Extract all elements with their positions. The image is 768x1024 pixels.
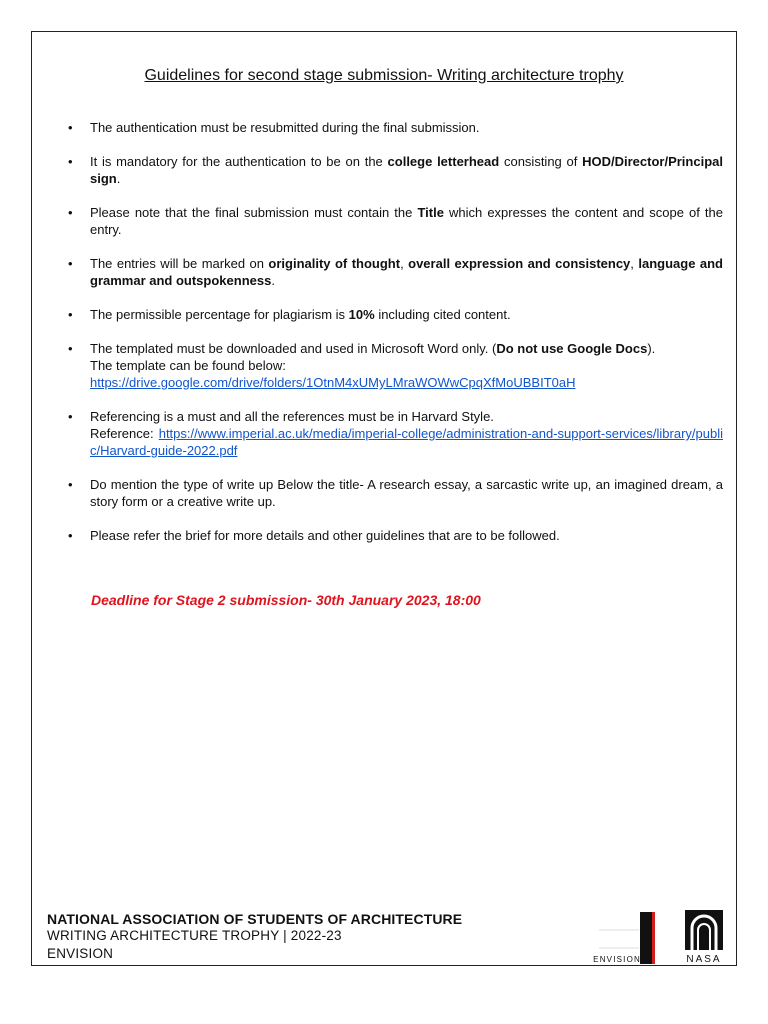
bullet-icon: • <box>68 477 73 492</box>
bullet-icon: • <box>68 528 73 543</box>
list-item: • Please note that the final submission must contain the Title which expresses the content and scope of the entry. <box>68 205 723 237</box>
list-item: • The entries will be marked on originality of thought, overall expression and consistency, language and grammar and outspokenness. <box>68 256 723 288</box>
deadline-notice: Deadline for Stage 2 submission- 30th January 2023, 18:00 <box>91 592 481 608</box>
guidelines-list <box>68 119 723 561</box>
envision-logo <box>593 910 665 964</box>
list-item: • Please refer the brief for more details and other guidelines that are to be followed. <box>68 528 560 543</box>
list-item: • The authentication must be resubmitted during the final submission. <box>68 120 480 135</box>
list-item: • The templated must be downloaded and used in Microsoft Word only. (Do not use Google Docs). The template can be found below: https://drive.google.com/drive/folders/1OtnM4xUMyLMraWOWwCpqXfMoUBBIT0aH <box>68 341 656 390</box>
bullet-icon: • <box>68 256 73 271</box>
page-frame <box>31 31 737 966</box>
list-item: • Referencing is a must and all the references must be in Harvard Style. Reference: https://www.imperial.ac.uk/media/imperial-college/administration-and-support-services/library/public/Harvard-guide-2022.pdf <box>68 409 723 458</box>
footer <box>47 911 462 963</box>
bullet-icon: • <box>68 205 73 220</box>
list-item: • The permissible percentage for plagiarism is 10% including cited content. <box>68 307 511 322</box>
bullet-icon: • <box>68 341 73 356</box>
organization-name: NATIONAL ASSOCIATION OF STUDENTS OF ARCHITECTURE <box>47 911 463 927</box>
event-name: WRITING ARCHITECTURE TROPHY | 2022-23 <box>47 928 342 943</box>
bullet-icon: • <box>68 409 73 424</box>
nasa-logo <box>683 910 725 964</box>
harvard-guide-link[interactable]: https://www.imperial.ac.uk/media/imperial-college/administration-and-support-services/library/public/Harvard-guide-2022.pdf <box>90 426 723 458</box>
list-item: • It is mandatory for the authentication to be on the college letterhead consisting of HOD/Director/Principal sign. <box>68 154 723 186</box>
envision-logo-text: ENVISION <box>593 955 641 964</box>
list-item: • Do mention the type of write up Below the title- A research essay, a sarcastic write up, an imagined dream, a story form or a creative write up. <box>68 477 723 509</box>
template-link[interactable]: https://drive.google.com/drive/folders/1OtnM4xUMyLMraWOWwCpqXfMoUBBIT0aH <box>90 375 576 390</box>
bullet-icon: • <box>68 307 73 322</box>
nasa-logo-text: NASA <box>686 954 722 965</box>
bullet-icon: • <box>68 154 73 169</box>
page-title: Guidelines for second stage submission- Writing architecture trophy <box>144 67 624 84</box>
unit-name: ENVISION <box>47 946 114 961</box>
bullet-icon: • <box>68 120 73 135</box>
